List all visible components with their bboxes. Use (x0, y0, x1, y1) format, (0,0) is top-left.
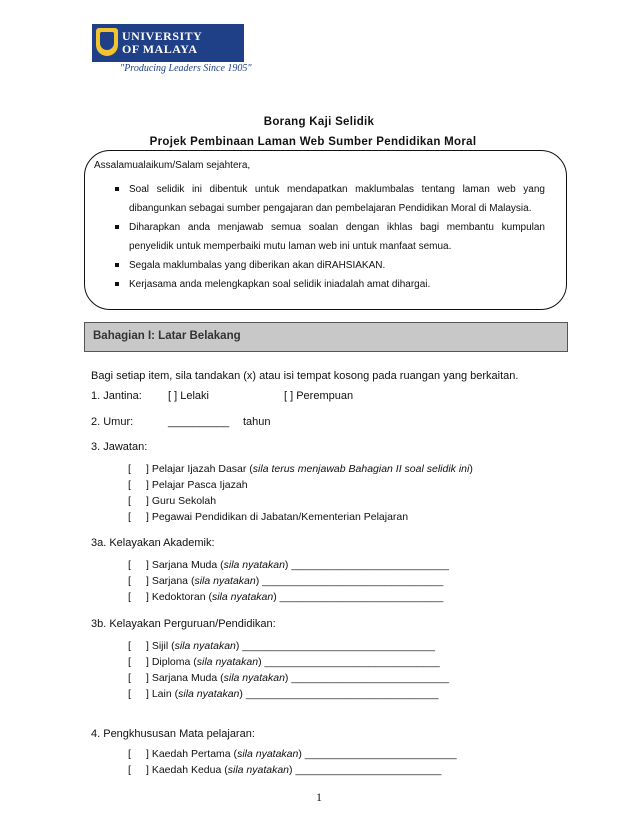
intro-bullet: Diharapkan anda menjawab semua soalan dengan ikhlas bagi membantu kumpulan penyelidik untuk memperbaiki mutu laman web ini untuk manfaat semua. (115, 218, 545, 256)
bullet-square-icon (115, 225, 119, 229)
crest-icon (96, 28, 118, 56)
q3a-option[interactable]: [ ] Kedoktoran (sila nyatakan) ____________________________ (128, 591, 444, 603)
intro-bullet: Segala maklumbalas yang diberikan akan diRAHSIAKAN. (115, 256, 545, 275)
bullet-square-icon (115, 282, 119, 286)
logo-banner (92, 24, 244, 62)
q4-label: 4. Pengkhususan Mata pelajaran: (91, 728, 255, 740)
page-number: 1 (316, 790, 322, 804)
q3b-option[interactable]: [ ] Diploma (sila nyatakan) ______________________________ (128, 656, 440, 668)
q3a-option[interactable]: [ ] Sarjana (sila nyatakan) _______________________________ (128, 575, 444, 587)
form-subtitle: Projek Pembinaan Laman Web Sumber Pendidikan Moral (149, 136, 477, 148)
greeting: Assalamualaikum/Salam sejahtera, (94, 160, 251, 171)
intro-bullet: Soal selidik ini dibentuk untuk mendapatkan maklumbalas tentang laman web yang dibangunkan sebagai sumber pengajaran dan pembelajaran Pendidikan Moral di Malaysia. (115, 180, 545, 218)
q4-option[interactable]: [ ] Kaedah Pertama (sila nyatakan) __________________________ (128, 748, 457, 760)
section-title: Bahagian I: Latar Belakang (93, 330, 241, 342)
q3a-label: 3a. Kelayakan Akademik: (91, 537, 215, 549)
q3b-option[interactable]: [ ] Lain (sila nyatakan) _________________________________ (128, 688, 439, 700)
q1-label: 1. Jantina: (91, 390, 142, 402)
intro-bullets (115, 180, 545, 294)
bullet-square-icon (115, 187, 119, 191)
q2-age-blank[interactable]: __________ (168, 416, 230, 428)
q1-option-perempuan[interactable]: [ ] Perempuan (284, 390, 354, 402)
q3-option[interactable]: [ ] Pegawai Pendidikan di Jabatan/Kementerian Pelajaran (128, 511, 409, 523)
q3b-label: 3b. Kelayakan Perguruan/Pendidikan: (91, 618, 276, 630)
logo-text-line2: OF MALAYA (122, 42, 198, 56)
q3-option[interactable]: [ ] Pelajar Ijazah Dasar (sila terus menjawab Bahagian II soal selidik ini) (128, 463, 473, 475)
university-logo (92, 24, 252, 76)
q3-option[interactable]: [ ] Guru Sekolah (128, 495, 217, 507)
form-title: Borang Kaji Selidik (263, 116, 375, 128)
q3a-option[interactable]: [ ] Sarjana Muda (sila nyatakan) ___________________________ (128, 559, 450, 571)
q2-label: 2. Umur: (91, 416, 134, 428)
section-instruction: Bagi setiap item, sila tandakan (x) atau isi tempat kosong pada ruangan yang berkaitan. (91, 370, 519, 382)
section-header (84, 322, 568, 352)
intro-box (84, 150, 567, 310)
logo-text-line1: UNIVERSITY (122, 29, 203, 43)
q1-option-lelaki[interactable]: [ ] Lelaki (168, 390, 209, 402)
bullet-square-icon (115, 263, 119, 267)
q3-option[interactable]: [ ] Pelajar Pasca Ijazah (128, 479, 248, 491)
q2-unit: tahun (243, 416, 271, 428)
q4-option[interactable]: [ ] Kaedah Kedua (sila nyatakan) _________________________ (128, 764, 442, 776)
logo-motto: "Producing Leaders Since 1905" (120, 63, 252, 74)
intro-bullet: Kerjasama anda melengkapkan soal selidik iniadalah amat dihargai. (115, 275, 545, 294)
q3b-option[interactable]: [ ] Sarjana Muda (sila nyatakan) ___________________________ (128, 672, 450, 684)
q3-label: 3. Jawatan: (91, 441, 148, 453)
q3b-option[interactable]: [ ] Sijil (sila nyatakan) _________________________________ (128, 640, 436, 652)
